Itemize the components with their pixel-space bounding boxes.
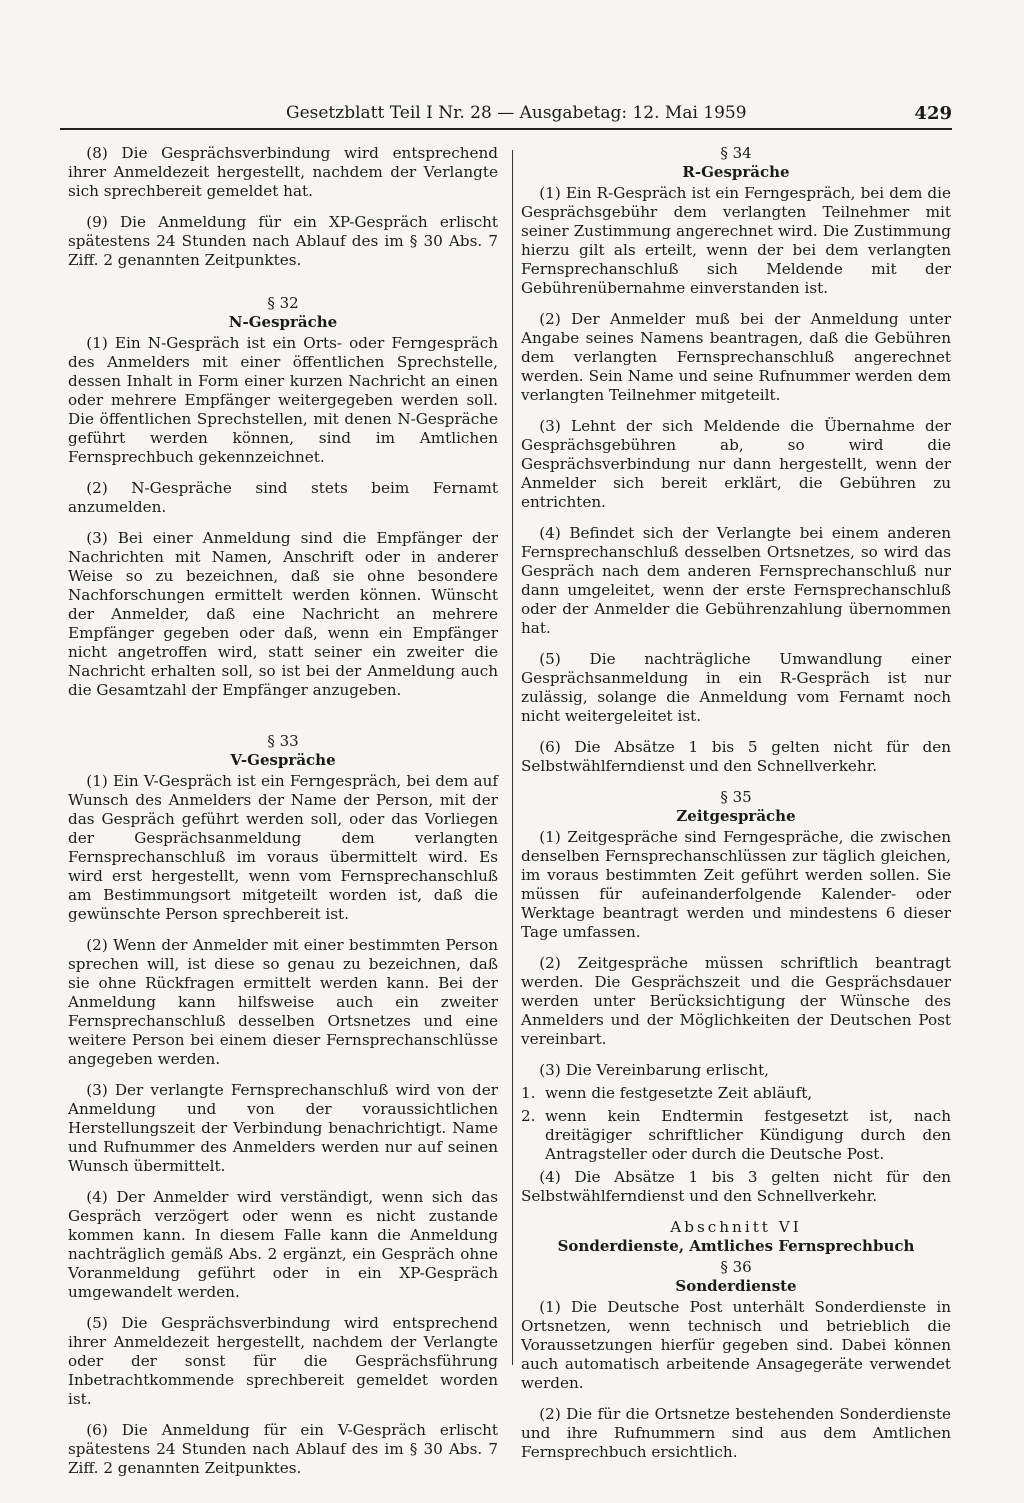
paragraph: (6) Die Absätze 1 bis 5 gelten nicht für den Selbstwählferndienst und den Schnellverkehr. xyxy=(521,738,951,775)
numbered-list xyxy=(521,1084,951,1164)
paragraph: (1) Die Deutsche Post unterhält Sonderdienste in Ortsnetzen, wenn technisch und betrieblich die Voraussetzungen hierfür gegeben sind. Dabei können auch automatisch arbeitende Ansagegeräte verwendet werden. xyxy=(521,1298,951,1392)
header-rule xyxy=(60,128,952,130)
paragraph: (9) Die Anmeldung für ein XP-Gespräch erlischt spätestens 24 Stunden nach Ablauf des im § 30 Abs. 7 Ziff. 2 genannten Zeitpunktes. xyxy=(68,213,498,269)
section-number: § 33 xyxy=(267,732,299,750)
paragraph: (1) Ein N-Gespräch ist ein Orts- oder Ferngespräch des Anmelders mit einer öffentlichen Sprechstelle, dessen Inhalt in Form einer kurzen Nachricht an einen oder mehrere Empfänger weitergegeben werden soll. Die öffentlichen Sprechstellen, mit denen N-Gespräche geführt werden können, sind im Amtlichen Fernsprechbuch gekennzeichnet. xyxy=(68,334,498,466)
paragraph: (3) Bei einer Anmeldung sind die Empfänger der Nachrichten mit Namen, Anschrift oder in anderer Weise so zu bezeichnen, daß sie ohne besondere Nachforschungen ermittelt werden können. Wünscht der Anmelder, daß eine Nachricht an mehrere Empfänger gegeben oder daß, wenn ein Empfänger nicht angetroffen wird, statt seiner ein zweiter die Nachricht erhalten soll, so ist bei der Anmeldung auch die Gesamtzahl der Empfänger anzugeben. xyxy=(68,529,498,699)
section-number: § 32 xyxy=(267,294,299,312)
paragraph: (4) Befindet sich der Verlangte bei einem anderen Fernsprechanschluß desselben Ortsnetzes, so wird das Gespräch nach dem anderen Fernsprechanschluß nur dann umgeleitet, wenn der erste Fernsprechanschluß oder der Anmelder die Gebührenzahlung übernommen hat. xyxy=(521,524,951,637)
section-title: N-Gespräche xyxy=(228,313,338,331)
chapter-title: Sonderdienste, Amtliches Fernsprechbuch xyxy=(557,1237,915,1255)
paragraph: (8) Die Gesprächsverbindung wird entsprechend ihrer Anmeldezeit hergestellt, nachdem der Verlangte sich sprechbereit gemeldet hat. xyxy=(68,144,498,200)
section-title: Sonderdienste xyxy=(675,1277,797,1295)
section-number: § 34 xyxy=(720,144,752,162)
column-divider xyxy=(512,150,513,1365)
list-item-number: 2. xyxy=(521,1107,536,1125)
paragraph: (4) Der Anmelder wird verständigt, wenn sich das Gespräch verzögert oder wenn es nicht zustande kommen kann. In diesem Falle kann die Anmeldung nachträglich gemäß Abs. 2 ergänzt, ein Gespräch ohne Voranmeldung geführt oder in ein XP-Gespräch umgewandelt werden. xyxy=(68,1188,498,1301)
header-title: Gesetzblatt Teil I Nr. 28 — Ausgabetag: 12. Mai 1959 xyxy=(286,103,747,123)
left-column xyxy=(68,144,498,1490)
paragraph: (2) Wenn der Anmelder mit einer bestimmten Person sprechen will, ist diese so genau zu bezeichnen, daß sie ohne Rückfragen ermittelt werden kann. Bei der Anmeldung kann hilfsweise auch ein zweiter Fernsprechanschluß desselben Ortsnetzes und eine weitere Person bei einem dieser Fernsprechanschlüsse angegeben werden. xyxy=(68,936,498,1068)
list-item-text: wenn kein Endtermin festgesetzt ist, nach dreitägiger schriftlicher Kündigung durch den Antragsteller oder durch die Deutsche Post. xyxy=(545,1107,951,1163)
paragraph: (6) Die Anmeldung für ein V-Gespräch erlischt spätestens 24 Stunden nach Ablauf des im § 30 Abs. 7 Ziff. 2 genannten Zeitpunktes. xyxy=(68,1421,498,1477)
paragraph: (3) Lehnt der sich Meldende die Übernahme der Gesprächsgebühren ab, so wird die Gesprächsverbindung nur dann hergestellt, wenn der Anmelder sich bereit erklärt, die Gebühren zu entrichten. xyxy=(521,417,951,511)
section-title: R-Gespräche xyxy=(682,163,790,181)
section-number: § 35 xyxy=(720,788,752,806)
section-number: § 36 xyxy=(720,1258,752,1276)
paragraph: (3) Der verlangte Fernsprechanschluß wird von der Anmeldung und von der voraussichtlichen Herstellungszeit der Verbindung benachrichtigt. Name und Rufnummer des Anmelders werden nur auf seinen Wunsch übermittelt. xyxy=(68,1081,498,1175)
right-column xyxy=(521,144,951,1474)
paragraph: (1) Ein V-Gespräch ist ein Ferngespräch, bei dem auf Wunsch des Anmelders der Name der Person, mit der das Gespräch geführt werden soll, oder das Vorliegen der Gesprächsanmeldung dem verlangten Fernsprechanschluß im voraus übermittelt wird. Es wird erst hergestellt, wenn vom Fernsprechanschluß am Bestimmungsort mitgeteilt worden ist, daß die gewünschte Person sprechbereit ist. xyxy=(68,772,498,923)
chapter-label: Abschnitt VI xyxy=(670,1218,802,1236)
paragraph: (1) Zeitgespräche sind Ferngespräche, die zwischen denselben Fernsprechanschlüssen zur täglich gleichen, im voraus bestimmten Zeit geführt werden sollen. Sie müssen für aufeinanderfolgende Kalender- oder Werktage beantragt werden und mindestens 6 dieser Tage umfassen. xyxy=(521,828,951,941)
paragraph: (2) N-Gespräche sind stets beim Fernamt anzumelden. xyxy=(68,479,498,516)
page-header xyxy=(60,103,952,129)
section-title: Zeitgespräche xyxy=(676,807,796,825)
paragraph: (2) Die für die Ortsnetze bestehenden Sonderdienste und ihre Rufnummern sind aus dem Amtlichen Fernsprechbuch ersichtlich. xyxy=(521,1405,951,1461)
page-number: 429 xyxy=(914,103,952,124)
list-item xyxy=(521,1107,951,1164)
paragraph: (2) Der Anmelder muß bei der Anmeldung unter Angabe seines Namens beantragen, daß die Gebühren dem verlangten Fernsprechanschluß angerechnet werden. Sein Name und seine Rufnummer werden dem verlangten Teilnehmer mitgeteilt. xyxy=(521,310,951,404)
list-item-number: 1. xyxy=(521,1084,536,1102)
paragraph: (3) Die Vereinbarung erlischt, xyxy=(539,1061,769,1079)
paragraph: (2) Zeitgespräche müssen schriftlich beantragt werden. Die Gesprächszeit und die Gesprächsdauer werden unter Berücksichtigung der Wünsche des Anmelders und der Möglichkeiten der Deutschen Post vereinbart. xyxy=(521,954,951,1048)
paragraph: (4) Die Absätze 1 bis 3 gelten nicht für den Selbstwählferndienst und den Schnellverkehr. xyxy=(521,1168,951,1205)
paragraph: (5) Die nachträgliche Umwandlung einer Gesprächsanmeldung in ein R-Gespräch ist nur zulässig, solange die Anmeldung vom Fernamt noch nicht weitergeleitet ist. xyxy=(521,650,951,725)
list-item xyxy=(521,1084,951,1103)
paragraph: (5) Die Gesprächsverbindung wird entsprechend ihrer Anmeldezeit hergestellt, nachdem der Verlangte oder der sonst für die Gesprächsführung Inbetrachtkommende sprechbereit gemeldet worden ist. xyxy=(68,1314,498,1408)
list-item-text: wenn die festgesetzte Zeit abläuft, xyxy=(545,1084,813,1102)
section-title: V-Gespräche xyxy=(230,751,336,769)
paragraph: (1) Ein R-Gespräch ist ein Ferngespräch, bei dem die Gesprächsgebühr dem verlangten Teilnehmer mit seiner Zustimmung angerechnet wird. Die Zustimmung hierzu gilt als erteilt, wenn der bei dem verlangten Fernsprechanschluß sich Meldende mit der Gebührenübernahme einverstanden ist. xyxy=(521,184,951,297)
